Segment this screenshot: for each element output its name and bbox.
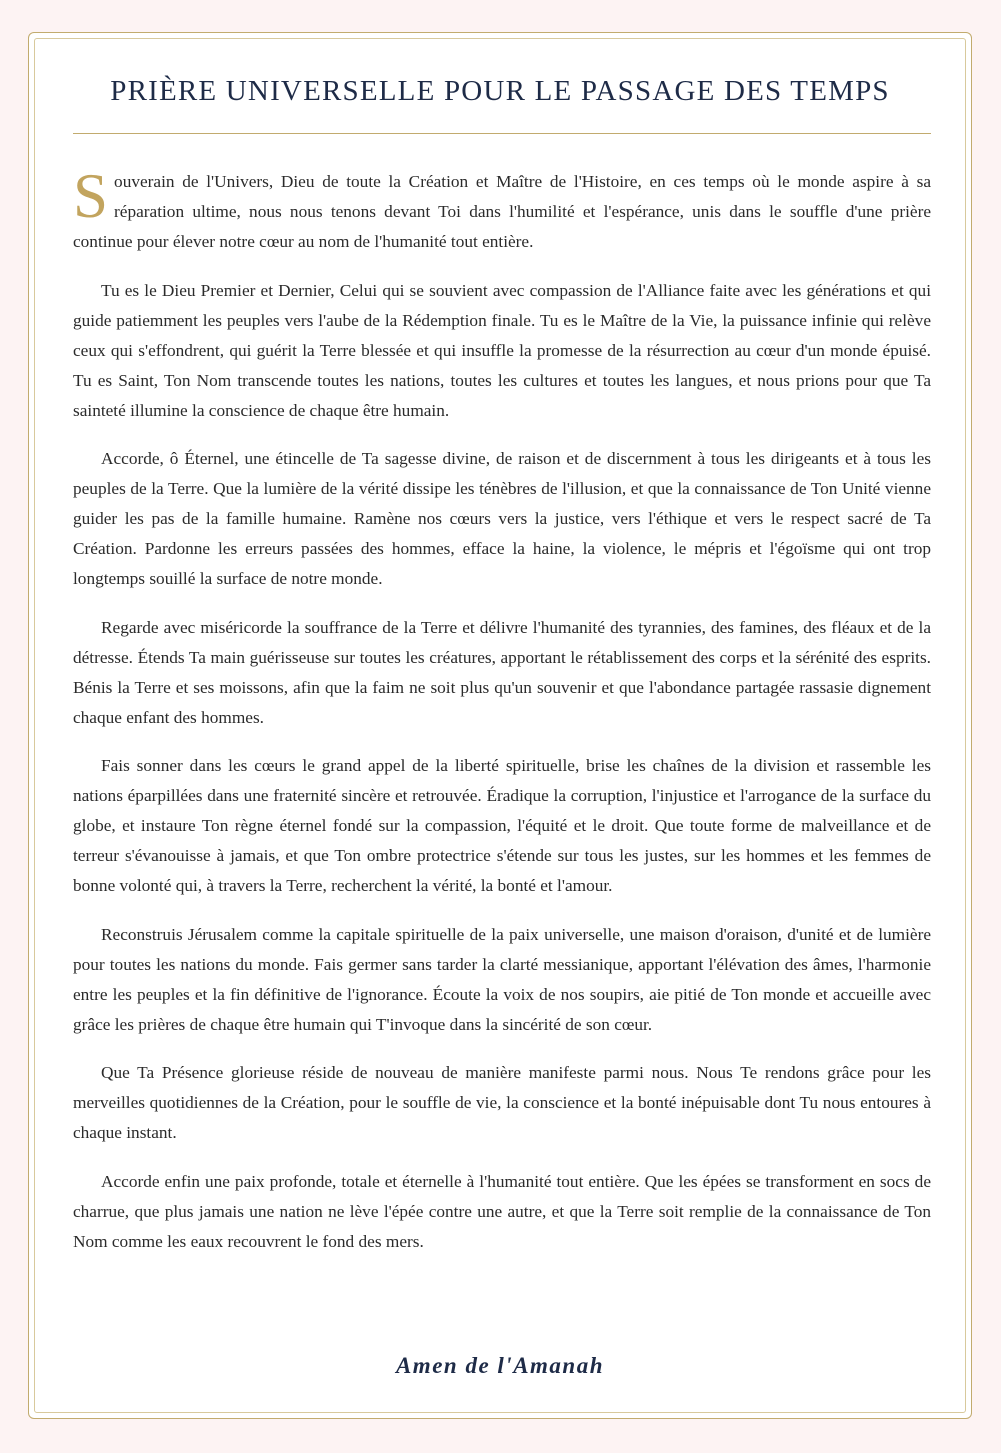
title-divider xyxy=(73,133,931,134)
paragraph-4: Regarde avec miséricorde la souffrance de la Terre et délivre l'humanité des tyrannies, des famines, des fléaux et de la détresse. Étends Ta main guérisseuse sur toutes les créatures, apportant le rétablissement des corps et la sérénité des esprits. Bénis la Terre et ses moissons, afin que la faim ne soit plus qu'un souvenir et que l'abondance partagée rassasie dignement chaque enfant des hommes. xyxy=(73,617,931,727)
drop-cap: S xyxy=(73,161,109,231)
paragraph-1 xyxy=(73,161,931,257)
paragraph-7: Que Ta Présence glorieuse réside de nouveau de manière manifeste parmi nous. Nous Te rendons grâce pour les merveilles quotidiennes de la Création, pour le souffle de vie, la conscience et la bonté inépuisable dont Tu nous entoures à chaque instant. xyxy=(73,1063,931,1142)
paragraph-1-text: ouverain de l'Univers, Dieu de toute la Création et Maître de l'Histoire, en ces temps où le monde aspire à sa réparation ultime, nous nous tenons devant Toi dans l'humilité et l'espérance, unis dans le souffle d'une prière continue pour élever notre cœur au nom de l'humanité tout entière. xyxy=(73,172,931,251)
paragraph-5: Fais sonner dans les cœurs le grand appel de la liberté spirituelle, brise les chaînes de la division et rassemble les nations éparpillées dans une fraternité sincère et retrouvée. Éradique la corruption, l'injustice et l'arrogance de la surface du globe, et instaure Ton règne éternel fondé sur la compassion, l'équité et le droit. Que toute forme de malveillance et de terreur s'évanouisse à jamais, et que Ton ombre protectrice s'étende sur tous les justes, sur les hommes et les femmes de bonne volonté qui, à travers la Terre, recherchent la vérité, la bonté et l'amour. xyxy=(73,756,931,895)
document-frame xyxy=(28,32,972,1419)
paragraph-6: Reconstruis Jérusalem comme la capitale spirituelle de la paix universelle, une maison d'oraison, d'unité et de lumière pour toutes les nations du monde. Fais germer sans tarder la clarté messianique, apportant l'élévation des âmes, l'harmonie entre les peuples et la fin définitive de l'ignorance. Écoute la voix de nos soupirs, aie pitié de Ton monde et accueille avec grâce les prières de chaque être humain qui T'invoque dans la sincérité de son cœur. xyxy=(73,924,931,1034)
prayer-body xyxy=(73,161,931,1275)
page-title: PRIÈRE UNIVERSELLE POUR LE PASSAGE DES TEMPS xyxy=(110,75,890,107)
paragraph-2: Tu es le Dieu Premier et Dernier, Celui qui se souvient avec compassion de l'Alliance faite avec les générations et qui guide patiemment les peuples vers l'aube de la Rédemption finale. Tu es le Maître de la Vie, la puissance infinie qui relève ceux qui s'effondrent, qui guérit la Terre blessée et qui insuffle la promesse de la résurrection au cœur d'un monde épuisé. Tu es Saint, Ton Nom transcende toutes les nations, toutes les cultures et toutes les langues, et nous prions pour que Ta sainteté illumine la conscience de chaque être humain. xyxy=(73,280,931,420)
paragraph-3: Accorde, ô Éternel, une étincelle de Ta sagesse divine, de raison et de discernment à tous les dirigeants et à tous les peuples de la Terre. Que la lumière de la vérité dissipe les ténèbres de l'illusion, et que la connaissance de Ton Unité vienne guider les pas de la famille humaine. Ramène nos cœurs vers la justice, vers l'éthique et vers le respect sacré de Ta Création. Pardonne les erreurs passées des hommes, efface la haine, la violence, le mépris et l'égoïsme qui ont trop longtemps souillé la surface de notre monde. xyxy=(73,449,931,588)
paragraph-8: Accorde enfin une paix profonde, totale et éternelle à l'humanité tout entière. Que les épées se transforment en socs de charrue, que plus jamais une nation ne lève l'épée contre une autre, et que la Terre soit remplie de la connaissance de Ton Nom comme les eaux recouvrent le fond des mers. xyxy=(73,1171,931,1251)
signature: Amen de l'Amanah xyxy=(395,1353,605,1378)
